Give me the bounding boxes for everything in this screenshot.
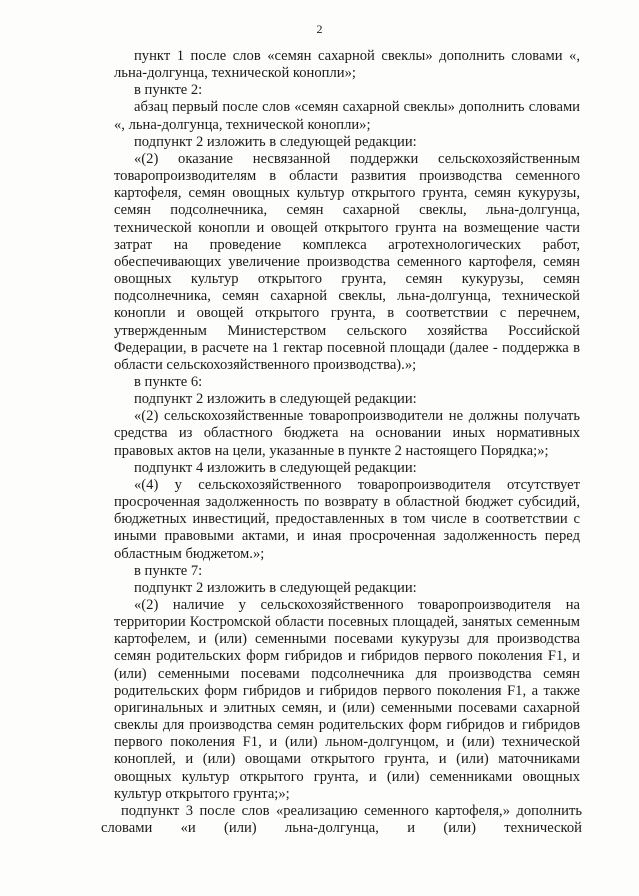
paragraph-11: в пункте 7: — [134, 562, 203, 579]
paragraph-9: подпункт 4 изложить в следующей редакции: — [134, 459, 417, 476]
page-number: 2 — [316, 22, 323, 36]
paragraph-10: «(4) у сельскохозяйственного товаропроизводителя отсутствует просроченная задолженность по возврату в областной бюджет субсидий, бюджетных инвестиций, предоставленных в том числе в соответствии с иными правовыми актами, и иная просроченная задолженность перед областным бюджетом.»; — [114, 476, 580, 562]
paragraph-1: пункт 1 после слов «семян сахарной свеклы» дополнить словами «, льна-долгунца, технической конопли»; — [114, 48, 580, 82]
document-body — [101, 48, 582, 837]
paragraph-14: подпункт 3 после слов «реализацию семенного картофеля,» дополнить словами «и (или) льна-долгунца, и (или) технической — [101, 802, 582, 837]
paragraph-2: в пункте 2: — [134, 82, 203, 99]
paragraph-12: подпункт 2 изложить в следующей редакции: — [134, 579, 417, 596]
paragraph-7: подпункт 2 изложить в следующей редакции: — [134, 391, 417, 408]
paragraph-3: абзац первый после слов «семян сахарной свеклы» дополнить словами «, льна-долгунца, технической конопли»; — [114, 99, 580, 133]
paragraph-4: подпункт 2 изложить в следующей редакции: — [134, 133, 417, 150]
paragraph-5: «(2) оказание несвязанной поддержки сельскохозяйственным товаропроизводителям в области развития производства семенного картофеля, семян овощных культур открытого грунта, семян кукурузы, семян подсолнечника, семян сахарной свеклы, льна-долгунца, технической конопли и овощей открытого грунта на возмещение части затрат на проведение комплекса агротехнологических работ, обеспечивающих увеличение производства семенного картофеля, семян овощных культур открытого грунта, семян кукурузы, семян подсолнечника, семян сахарной свеклы, льна-долгунца, технической конопли и овощей открытого грунта, в соответствии с перечнем, утвержденным Министерством сельского хозяйства Российской Федерации, в расчете на 1 гектар посевной площади (далее - поддержка в области сельскохозяйственного производства).»; — [114, 150, 580, 373]
paragraph-13: «(2) наличие у сельскохозяйственного товаропроизводителя на территории Костромской области посевных площадей, занятых семенным картофелем, и (или) семенными посевами кукурузы для производства семян родительских форм гибридов и гибридов первого поколения F1, и (или) семенными посевами подсолнечника для производства семян родительских форм гибридов и гибридов первого поколения F1, а также оригинальных и элитных семян, и (или) семенными посевами сахарной свеклы для производства семян родительских форм гибридов и гибридов первого поколения F1, и (или) льном-долгунцом, и (или) технической коноплей, и (или) овощами открытого грунта, и (или) маточниками овощных культур открытого грунта, и (или) семенниками овощных культур открытого грунта;»; — [114, 597, 580, 802]
paragraph-6: в пункте 6: — [134, 373, 203, 390]
paragraph-8: «(2) сельскохозяйственные товаропроизводители не должны получать средства из областного бюджета на основании иных нормативных правовых актов на цели, указанные в пункте 2 настоящего Порядка;»; — [114, 408, 580, 459]
